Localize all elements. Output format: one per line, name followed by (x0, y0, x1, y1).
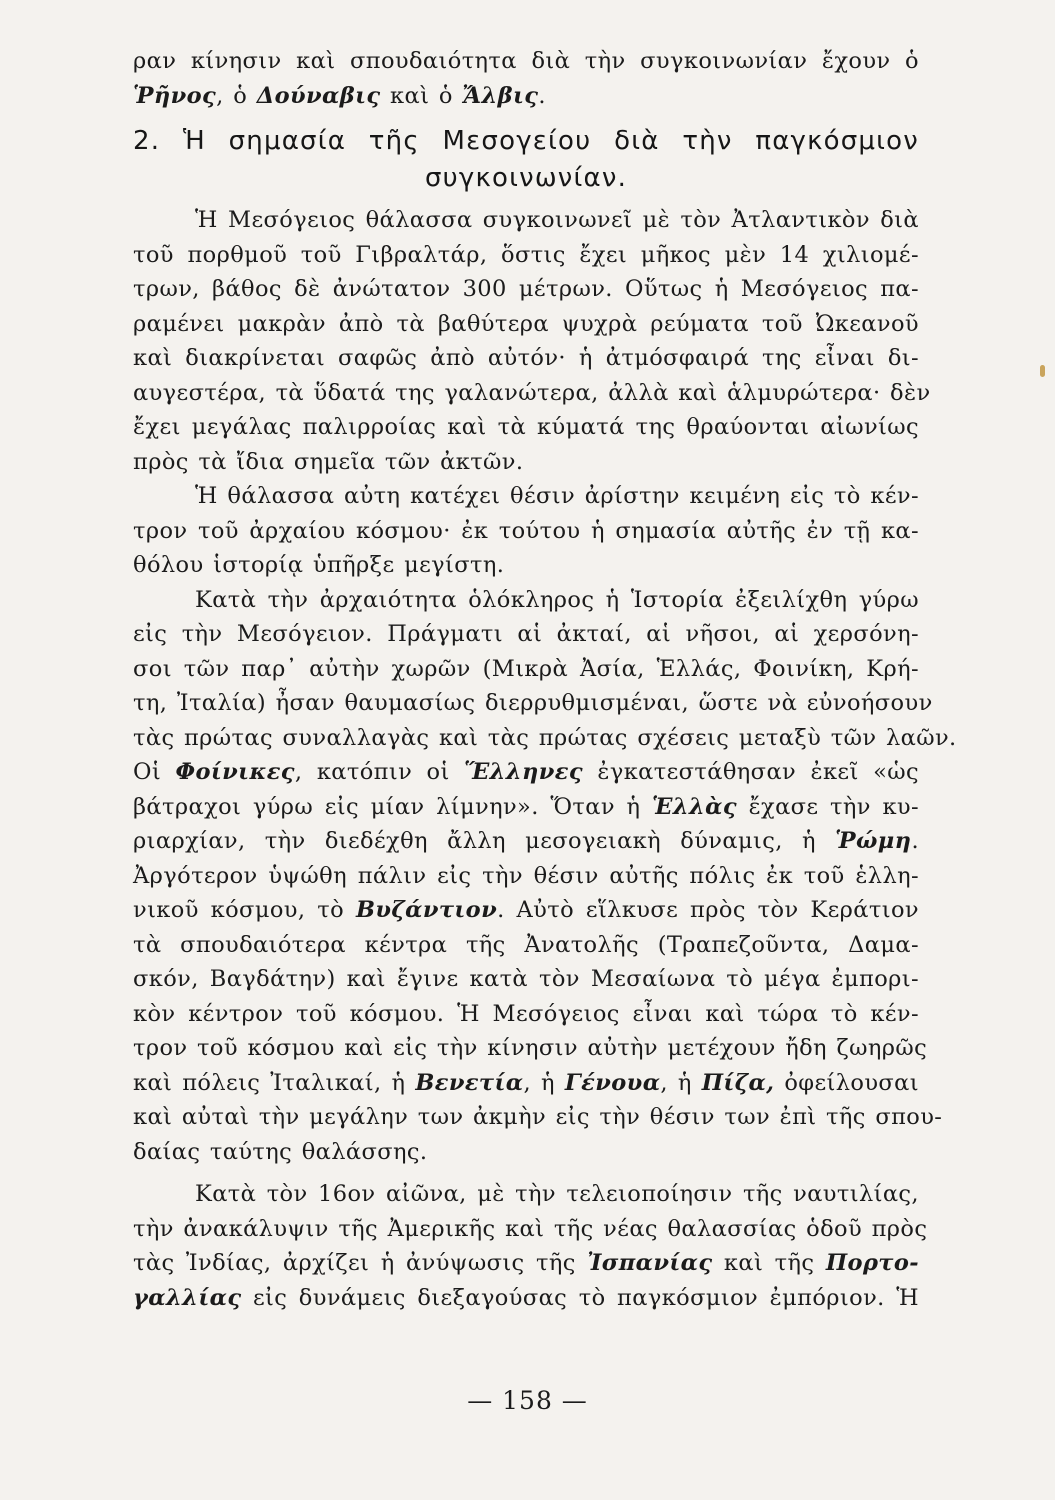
text-line (133, 44, 919, 79)
emphasized-name: Ῥῆνος (133, 82, 217, 109)
text-run: , ἡ (660, 1069, 702, 1096)
text-run: καὶ αὐταὶ τὴν μεγάλην των ἀκμὴν εἰς τὴν θέσιν των ἐπὶ τῆς σπου- (133, 1104, 943, 1130)
text-run: τρων, βάθος δὲ ἀνώτατον 300 μέτρων. Οὕτως ἡ Μεσόγειος πα- (133, 276, 919, 302)
text-run: ραν κίνησιν καὶ σπουδαιότητα διὰ τὴν συγκοινωνίαν ἔχουν ὁ (133, 48, 919, 74)
emphasized-name: Φοίνικες (175, 759, 295, 785)
emphasized-name: Ῥώμη (835, 828, 912, 854)
text-run: ριαρχίαν, τὴν διεδέχθη ἄλλη μεσογειακὴ δύναμις, ἡ (133, 828, 836, 854)
text-line (133, 410, 919, 445)
text-line (133, 1177, 919, 1212)
text-run: δαίας ταύτης θαλάσσης. (133, 1138, 428, 1165)
section-body (133, 203, 957, 1315)
paragraph (133, 583, 957, 1170)
text-line (133, 1135, 919, 1170)
paragraph (133, 1177, 928, 1315)
text-run: νικοῦ κόσμου, τὸ (133, 897, 356, 923)
text-run: τὰς πρώτας συναλλαγὰς καὶ τὰς πρώτας σχέσεις μεταξὺ τῶν λαῶν. (133, 724, 957, 751)
text-run: καὶ διακρίνεται σαφῶς ἀπὸ αὐτόν· ἡ ἀτμόσφαιρά της εἶναι δι- (133, 345, 919, 371)
text-line (133, 1281, 919, 1316)
emphasized-name: Πίζα, (701, 1069, 775, 1096)
text-line (133, 893, 919, 928)
text-run: , ὁ (216, 82, 257, 109)
text-line (133, 79, 919, 114)
text-line (133, 962, 919, 997)
text-run: Ἡ Μεσόγειος θάλασσα συγκοινωνεῖ μὲ τὸν Ἀτλαντικὸν διὰ (195, 207, 919, 233)
text-run: Οἱ (133, 759, 176, 785)
text-run: τη, Ἰταλία) ἦσαν θαυμασίως διερρυθμισμέναι, ὥστε νὰ εὐνοήσουν (133, 690, 933, 716)
text-run: , κατόπιν οἱ (294, 759, 465, 785)
text-line (133, 307, 919, 342)
text-line (133, 1246, 919, 1281)
text-run: Ἀργότερον ὑψώθη πάλιν εἰς τὴν θέσιν αὐτῆς πόλις ἐκ τοῦ ἑλλη- (133, 862, 919, 889)
emphasized-name: Ἑλλὰς (651, 793, 737, 820)
paragraph (133, 203, 931, 479)
text-line (133, 341, 919, 376)
text-line (133, 997, 919, 1032)
text-run: τὰ σπουδαιότερα κέντρα τῆς Ἀνατολῆς (Τραπεζοῦντα, Δαμα- (133, 931, 919, 958)
text-run: καὶ τῆς (712, 1250, 826, 1276)
text-line (133, 686, 933, 721)
paper-speck (1040, 365, 1045, 377)
intro-paragraph (133, 44, 919, 113)
text-line (133, 721, 957, 756)
text-run: Ἡ θάλασσα αὐτη κατέχει θέσιν ἀρίστην κειμένη εἰς τὸ κέν- (195, 483, 919, 509)
text-line (133, 1031, 928, 1066)
text-run: σοι τῶν παρ᾿ αὐτὴν χωρῶν (Μικρὰ Ἀσία, Ἑλλάς, Φοινίκη, Κρή- (133, 655, 919, 682)
text-line (133, 790, 919, 825)
text-run: καὶ πόλεις Ἰταλικαί, ἡ (133, 1069, 416, 1096)
emphasized-name: Πορτο- (825, 1250, 919, 1276)
text-run: . (538, 82, 546, 109)
heading-line-1: 2. Ἡ σημασία τῆς Μεσογείου διὰ τὴν παγκόσμιον (133, 126, 919, 156)
text-line (133, 203, 919, 238)
text-run: τοῦ πορθμοῦ τοῦ Γιβραλτάρ, ὅστις ἔχει μῆκος μὲν 14 χιλιομέ- (133, 241, 919, 268)
page-body (133, 44, 957, 1315)
text-run: ὀφείλουσαι (774, 1069, 919, 1096)
text-run: ἔχασε τὴν κυ- (736, 793, 919, 820)
text-run: τρον τοῦ ἀρχαίου κόσμου· ἐκ τούτου ἡ σημασία αὐτῆς ἐν τῇ κα- (133, 517, 919, 544)
text-line (133, 1212, 928, 1247)
emphasized-name: γαλλίας (133, 1284, 242, 1311)
text-run: σκόν, Βαγδάτην) καὶ ἔγινε κατὰ τὸν Μεσαίωνα τὸ μέγα ἐμπορι- (133, 966, 919, 992)
text-run: . (911, 828, 919, 854)
text-line (133, 238, 919, 273)
text-run: καὶ ὁ (380, 82, 463, 109)
text-run: θόλου ἱστορίᾳ ὑπῆρξε μεγίστη. (133, 552, 505, 578)
emphasized-name: Βενετία (415, 1069, 524, 1096)
text-line (133, 617, 919, 652)
emphasized-name: Δούναβις (256, 82, 381, 109)
text-line (133, 583, 919, 618)
paragraph (133, 479, 919, 583)
heading-line-2: συγκοινωνίαν. (424, 163, 628, 193)
section-heading (133, 123, 919, 197)
emphasized-name: Βυζάντιον (355, 897, 498, 923)
text-line (133, 824, 919, 859)
emphasized-name: Ἄλβις (462, 82, 539, 109)
text-run: Κατὰ τὸν 16ον αἰῶνα, μὲ τὴν τελειοποίησιν τῆς ναυτιλίας, (195, 1181, 919, 1207)
text-run: τρον τοῦ κόσμου καὶ εἰς τὴν κίνησιν αὐτὴν μετέχουν ἤδη ζωηρῶς (133, 1035, 928, 1061)
text-run: βάτραχοι γύρω εἰς μίαν λίμνην». Ὅταν ἡ (133, 793, 652, 820)
text-line (133, 514, 919, 549)
text-run: τὴν ἀνακάλυψιν τῆς Ἀμερικῆς καὶ τῆς νέας θαλασσίας ὁδοῦ πρὸς (133, 1215, 928, 1242)
text-line (133, 859, 919, 894)
text-run: τὰς Ἰνδίας, ἀρχίζει ἡ ἀνύψωσις τῆς (133, 1250, 588, 1276)
page-number: — 158 — (467, 1386, 588, 1415)
text-line (133, 445, 919, 480)
text-run: . Αὐτὸ εἵλκυσε πρὸς τὸν Κεράτιον (497, 897, 919, 923)
text-line (133, 376, 931, 411)
emphasized-name: Γένουα (564, 1069, 661, 1096)
text-line (133, 1100, 943, 1135)
emphasized-name: Ἕλληνες (464, 759, 583, 785)
text-run: εἰς δυνάμεις διεξαγούσας τὸ παγκόσμιον ἐμπόριον. Ἡ (241, 1284, 919, 1311)
text-line (133, 1066, 919, 1101)
text-run: αυγεστέρα, τὰ ὕδατά της γαλανώτερα, ἀλλὰ καὶ ἁλμυρώτερα· δὲν (133, 379, 931, 406)
text-run: ἔχει μεγάλας παλιρροίας καὶ τὰ κύματά της θραύονται αἰωνίως (133, 414, 919, 440)
text-run: , ἡ (523, 1069, 565, 1096)
text-run: εἰς τὴν Μεσόγειον. Πράγματι αἱ ἀκταί, αἱ νῆσοι, αἱ χερσόνη- (133, 621, 919, 647)
emphasized-name: Ἰσπανίας (587, 1250, 713, 1276)
text-line (133, 479, 919, 514)
text-line (133, 548, 919, 583)
text-line (133, 652, 919, 687)
text-run: πρὸς τὰ ἴδια σημεῖα τῶν ἀκτῶν. (133, 448, 524, 475)
text-line (133, 272, 919, 307)
text-run: ἐγκατεστάθησαν ἐκεῖ «ὡς (583, 759, 920, 785)
text-run: κὸν κέντρον τοῦ κόσμου. Ἡ Μεσόγειος εἶναι καὶ τώρα τὸ κέν- (133, 1000, 919, 1027)
text-run: ραμένει μακρὰν ἀπὸ τὰ βαθύτερα ψυχρὰ ρεύματα τοῦ Ὠκεανοῦ (133, 310, 919, 337)
text-line (133, 928, 919, 963)
text-line (133, 755, 919, 790)
text-run: Κατὰ τὴν ἀρχαιότητα ὁλόκληρος ἡ Ἱστορία ἐξειλίχθη γύρω (195, 586, 919, 613)
